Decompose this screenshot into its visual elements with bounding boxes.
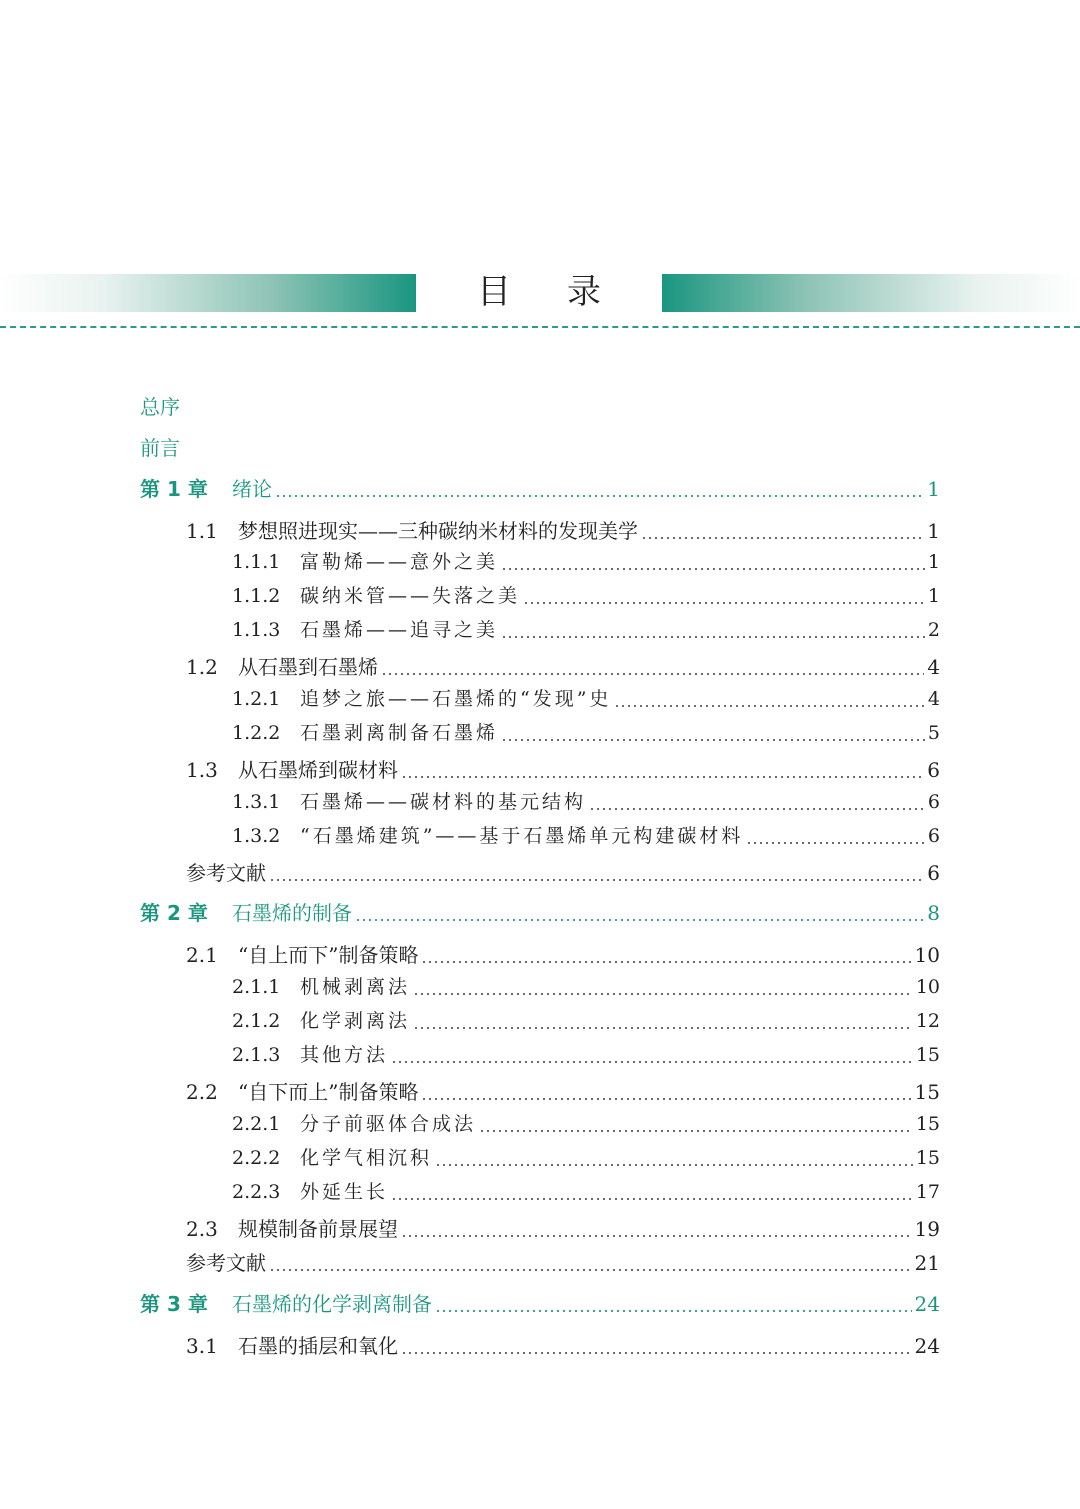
toc-subsection-row[interactable] xyxy=(232,787,940,817)
dot-leader xyxy=(501,615,925,645)
toc-section-row[interactable] xyxy=(186,516,940,546)
toc-page-number: 1 xyxy=(927,519,940,543)
toc-page-number: 6 xyxy=(927,861,940,885)
toc-entry-title: 石墨剥离制备石墨烯 xyxy=(300,722,499,744)
dot-leader xyxy=(614,684,924,714)
toc-entry-title: 绪论 xyxy=(232,477,272,501)
toc-entry-title: 石墨烯——碳材料的基元结构 xyxy=(300,791,587,813)
toc-entry-number: 2.1.2 xyxy=(232,1010,281,1032)
toc-subsection-row[interactable] xyxy=(232,821,940,851)
toc-entry-number: 2.2 xyxy=(186,1080,218,1104)
toc-entry-number: 1.1.3 xyxy=(232,619,281,641)
dot-leader xyxy=(269,1248,912,1278)
toc-subsection-row[interactable] xyxy=(232,1109,940,1139)
toc-entry-number: 2.2.3 xyxy=(232,1181,281,1203)
toc-page-number: 10 xyxy=(914,943,940,967)
toc-entry-title: 化学气相沉积 xyxy=(300,1147,433,1169)
toc-subsection-row[interactable] xyxy=(232,718,940,748)
toc-page-number: 1 xyxy=(927,551,940,573)
dot-leader xyxy=(421,1077,911,1107)
toc-page-number: 6 xyxy=(927,791,940,813)
toc-chapter-row[interactable] xyxy=(140,898,940,928)
toc-entry-title: 石墨烯的化学剥离制备 xyxy=(232,1292,432,1316)
toc-subsection-row[interactable] xyxy=(232,615,940,645)
toc-entry-title: 追梦之旅——石墨烯的“发现”史 xyxy=(300,688,612,710)
toc-front-item[interactable] xyxy=(140,433,180,463)
dot-leader xyxy=(413,972,913,1002)
toc-entry-number: 2.1.1 xyxy=(232,976,281,998)
toc-subsection-row[interactable] xyxy=(232,1040,940,1070)
toc-page-number: 15 xyxy=(915,1147,940,1169)
toc-entry-title: 梦想照进现实——三种碳纳米材料的发现美学 xyxy=(238,519,638,543)
toc-entry-number: 2.2.1 xyxy=(232,1113,281,1135)
page-title: 目录 xyxy=(477,272,657,312)
toc-section-row[interactable] xyxy=(186,1214,940,1244)
toc-page-number: 12 xyxy=(915,1010,940,1032)
toc-page-number: 10 xyxy=(915,976,940,998)
toc-entry-title: 富勒烯——意外之美 xyxy=(300,551,499,573)
toc-entry-number: 2.1.3 xyxy=(232,1044,281,1066)
dot-leader xyxy=(413,1006,913,1036)
dot-leader xyxy=(479,1109,913,1139)
toc-entry-number: 1.1 xyxy=(186,519,218,543)
toc-subsection-row[interactable] xyxy=(232,972,940,1002)
toc-subsection-row[interactable] xyxy=(232,1006,940,1036)
toc-section-row[interactable] xyxy=(186,755,940,785)
toc-entry-title: 从石墨到石墨烯 xyxy=(238,655,378,679)
toc-page-number: 8 xyxy=(927,901,940,925)
toc-entry-number: 1.3.1 xyxy=(232,791,281,813)
toc-chapter-row[interactable] xyxy=(140,1289,940,1319)
toc-entry-title: 其他方法 xyxy=(300,1044,389,1066)
toc-page-number: 15 xyxy=(914,1080,940,1104)
toc-subsection-row[interactable] xyxy=(232,547,940,577)
toc-entry-title: 碳纳米管——失落之美 xyxy=(300,585,521,607)
toc-entry-title: 前言 xyxy=(140,436,180,460)
dot-leader xyxy=(746,821,924,851)
toc-entry-title: “自下而上”制备策略 xyxy=(238,1080,419,1104)
toc-section-row[interactable] xyxy=(186,940,940,970)
toc-entry-title: 从石墨烯到碳材料 xyxy=(238,758,398,782)
toc-subsection-row[interactable] xyxy=(232,581,940,611)
toc-page-number: 1 xyxy=(927,477,940,501)
toc-entry-number: 3.1 xyxy=(186,1334,218,1358)
toc-entry-title: 参考文献 xyxy=(186,1251,266,1275)
toc-entry-number: 2.1 xyxy=(186,943,218,967)
toc-entry-title: 分子前驱体合成法 xyxy=(300,1113,477,1135)
toc-entry-title: 化学剥离法 xyxy=(300,1010,411,1032)
toc-front-item[interactable] xyxy=(140,392,180,422)
toc-subsection-row[interactable] xyxy=(232,1143,940,1173)
toc-page-number: 4 xyxy=(927,655,940,679)
dot-leader xyxy=(269,858,924,888)
toc-page-number: 15 xyxy=(915,1113,940,1135)
toc-entry-title: 石墨烯的制备 xyxy=(232,901,352,925)
toc-entry-number: 1.1.2 xyxy=(232,585,281,607)
toc-entry-number: 1.2.2 xyxy=(232,722,281,744)
toc-subsection-row[interactable] xyxy=(232,684,940,714)
toc-page-number: 4 xyxy=(927,688,940,710)
dot-leader xyxy=(435,1289,912,1319)
toc-entry-number: 第 3 章 xyxy=(140,1292,208,1316)
dot-leader xyxy=(391,1040,913,1070)
toc-entry-title: “自上而下”制备策略 xyxy=(238,943,419,967)
toc-entry-number: 第 2 章 xyxy=(140,901,208,925)
toc-page-number: 19 xyxy=(914,1217,940,1241)
toc-page-number: 1 xyxy=(927,585,940,607)
toc-entry-title: 机械剥离法 xyxy=(300,976,411,998)
dot-leader xyxy=(421,940,911,970)
toc-page-number: 24 xyxy=(914,1292,940,1316)
toc-entry-number: 1.3 xyxy=(186,758,218,782)
toc-section-row[interactable] xyxy=(186,1077,940,1107)
toc-entry-number: 第 1 章 xyxy=(140,477,208,501)
toc-page-number: 5 xyxy=(927,722,940,744)
toc-section-row[interactable] xyxy=(186,1331,940,1361)
dot-leader xyxy=(589,787,925,817)
toc-entry-title: “石墨烯建筑”——基于石墨烯单元构建碳材料 xyxy=(300,825,744,847)
dot-leader xyxy=(435,1143,913,1173)
dot-leader xyxy=(381,652,924,682)
toc-entry-title: 外延生长 xyxy=(300,1181,389,1203)
dot-leader xyxy=(355,898,924,928)
toc-section-row[interactable] xyxy=(186,858,940,888)
dot-leader xyxy=(391,1177,913,1207)
toc-page-number: 21 xyxy=(914,1251,940,1275)
toc-subsection-row[interactable] xyxy=(232,1177,940,1207)
toc-entry-title: 规模制备前景展望 xyxy=(238,1217,398,1241)
dot-leader xyxy=(641,516,924,546)
dot-leader xyxy=(401,1331,912,1361)
dot-leader xyxy=(275,474,924,504)
toc-page-number: 6 xyxy=(927,758,940,782)
dot-leader xyxy=(501,718,925,748)
toc-entry-title: 总序 xyxy=(140,395,180,419)
toc-section-row[interactable] xyxy=(186,1248,940,1278)
toc-entry-title: 石墨的插层和氧化 xyxy=(238,1334,398,1358)
dot-leader xyxy=(523,581,925,611)
toc-section-row[interactable] xyxy=(186,652,940,682)
dot-leader xyxy=(401,755,924,785)
toc-entry-number: 2.3 xyxy=(186,1217,218,1241)
toc-entry-title: 参考文献 xyxy=(186,861,266,885)
toc-entry-number: 1.1.1 xyxy=(232,551,281,573)
toc-entry-number: 2.2.2 xyxy=(232,1147,281,1169)
toc-entry-number: 1.3.2 xyxy=(232,825,281,847)
toc-entry-number: 1.2 xyxy=(186,655,218,679)
toc-page-number: 17 xyxy=(915,1181,940,1203)
dot-leader xyxy=(401,1214,912,1244)
toc-page-number: 6 xyxy=(927,825,940,847)
toc-chapter-row[interactable] xyxy=(140,474,940,504)
dot-leader xyxy=(501,547,925,577)
toc-page-number: 24 xyxy=(914,1334,940,1358)
toc-page-number: 2 xyxy=(927,619,940,641)
toc-entry-title: 石墨烯——追寻之美 xyxy=(300,619,499,641)
toc-entry-number: 1.2.1 xyxy=(232,688,281,710)
toc-page-number: 15 xyxy=(915,1044,940,1066)
